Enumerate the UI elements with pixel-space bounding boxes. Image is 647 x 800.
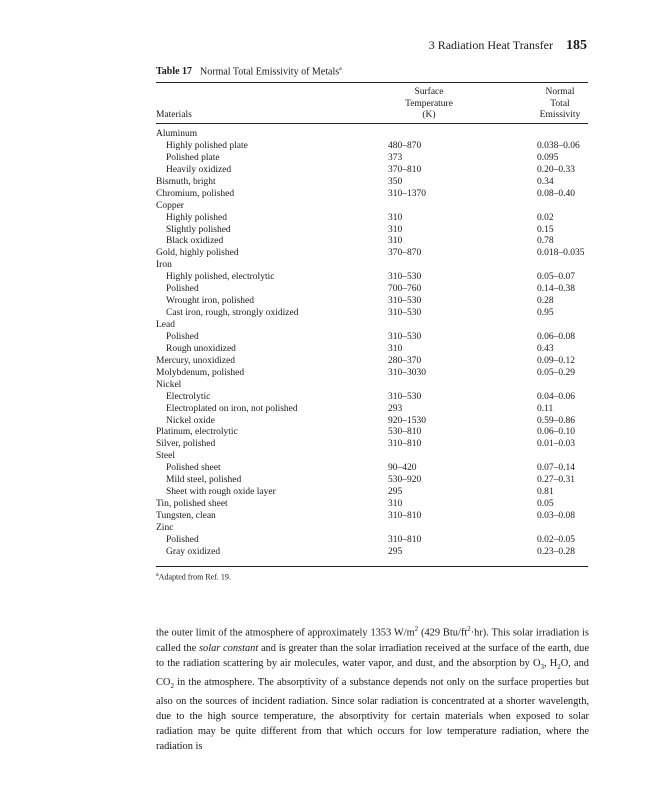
- table-row: [156, 547, 596, 559]
- table-row: [156, 439, 596, 451]
- temperature-cell: 700–760: [388, 284, 422, 295]
- temperature-cell: 310: [388, 224, 403, 235]
- emissivity-cell: 0.59–0.86: [537, 415, 575, 426]
- body-text: in the atmosphere. The absorptivity of a substance depends not only on the surface properties but also on the sources of incident radiation. Since solar radiation is concentrated at a shorter wavelength, due to the high source temperature, the absorptivity for certain materials when exposed to solar radiation may be quite different from that which occurs for low temperature radiation, where the radiation is: [156, 676, 589, 753]
- temperature-cell: 310–1370: [388, 188, 426, 199]
- material-cell: Polished: [166, 331, 199, 342]
- temperature-cell: 373: [388, 152, 403, 163]
- table-caption: [156, 66, 342, 77]
- running-header: [429, 38, 587, 54]
- material-cell: Cast iron, rough, strongly oxidized: [166, 308, 299, 319]
- body-text: and is greater than the solar irradiation received at the surface of the earth, due to the radiation scattering by air molecules, water vapor, and dust, and the absorption by O: [156, 642, 589, 669]
- table-row: [156, 380, 596, 392]
- table-row: [156, 284, 596, 296]
- temperature-cell: 350: [388, 176, 403, 187]
- body-text: ·hr). This solar irradiation is called the: [156, 627, 589, 654]
- column-header-temperature: [384, 87, 474, 122]
- table-row: [156, 141, 596, 153]
- temperature-cell: 310–530: [388, 308, 422, 319]
- temperature-cell: 310: [388, 343, 403, 354]
- table-header-rule: [156, 123, 588, 124]
- emissivity-cell: 0.95: [537, 308, 554, 319]
- material-cell: Aluminum: [156, 129, 198, 139]
- material-cell: Platinum, electrolytic: [156, 427, 238, 438]
- table-row: [156, 416, 596, 428]
- material-cell: Heavily oxidized: [166, 164, 232, 175]
- material-cell: Mercury, unoxidized: [156, 355, 236, 366]
- emissivity-cell: 0.095: [537, 152, 559, 163]
- table-row: [156, 213, 596, 225]
- table-row: [156, 368, 596, 380]
- table-row: [156, 320, 596, 332]
- emissivity-cell: 0.05–0.29: [537, 367, 575, 378]
- temp-header-line: Surface: [414, 87, 444, 97]
- emissivity-cell: 0.15: [537, 224, 554, 235]
- temperature-cell: 90–420: [388, 463, 417, 474]
- table-row: [156, 308, 596, 320]
- table-row: [156, 463, 596, 475]
- material-cell: Zinc: [156, 522, 174, 533]
- material-cell: Polished sheet: [166, 463, 221, 474]
- emissivity-cell: 0.05–0.07: [537, 272, 575, 283]
- material-cell: Steel: [156, 451, 175, 462]
- material-cell: Highly polished, electrolytic: [166, 272, 275, 283]
- temperature-cell: 310–810: [388, 511, 422, 521]
- emissivity-cell: 0.11: [537, 403, 554, 414]
- temperature-cell: 920–1530: [388, 415, 426, 426]
- page-number: 185: [566, 38, 587, 53]
- column-header-emissivity: [520, 87, 600, 122]
- material-cell: Sheet with rough oxide layer: [166, 487, 276, 498]
- emissivity-cell: 0.14–0.38: [537, 284, 575, 295]
- emissivity-cell: 0.06–0.10: [537, 427, 575, 438]
- footnote-text: Adapted from Ref. 19.: [158, 572, 231, 582]
- material-cell: Nickel: [156, 379, 182, 390]
- material-cell: Lead: [156, 320, 175, 330]
- emissivity-cell: 0.05: [537, 499, 554, 510]
- material-cell: Highly polished plate: [166, 140, 248, 151]
- table-row: [156, 356, 596, 368]
- table-row: [156, 272, 596, 284]
- table-row: [156, 535, 596, 547]
- emissivity-cell: 0.02: [537, 212, 554, 223]
- table-row: [156, 201, 596, 213]
- emissivity-cell: 0.03–0.08: [537, 511, 575, 521]
- material-cell: Copper: [156, 200, 184, 211]
- emissivity-cell: 0.20–0.33: [537, 164, 575, 175]
- table-label: Table 17: [156, 66, 193, 78]
- emis-header-line: Total: [550, 98, 570, 109]
- emissivity-cell: 0.28: [537, 296, 554, 307]
- material-cell: Tungsten, clean: [156, 511, 216, 521]
- table-row: [156, 129, 596, 141]
- body-subscript: 3: [540, 662, 545, 671]
- table-row: [156, 225, 596, 237]
- body-paragraph: [156, 622, 589, 754]
- emissivity-cell: 0.81: [537, 487, 554, 498]
- temperature-cell: 310–530: [388, 391, 422, 402]
- table-row: [156, 487, 596, 499]
- table-row: [156, 511, 596, 523]
- material-cell: Electrolytic: [166, 391, 211, 402]
- body-subscript: 2: [170, 681, 174, 690]
- emissivity-cell: 0.78: [537, 236, 554, 247]
- temperature-cell: 295: [388, 487, 403, 498]
- body-subscript: 2: [557, 662, 561, 671]
- body-text: , H: [544, 657, 558, 669]
- body-text: (429 Btu/ft: [418, 627, 468, 639]
- temperature-cell: 295: [388, 546, 403, 557]
- material-cell: Rough unoxidized: [166, 343, 236, 354]
- emissivity-cell: 0.02–0.05: [537, 534, 575, 545]
- table-row: [156, 404, 596, 416]
- table-row: [156, 248, 596, 260]
- temperature-cell: 293: [388, 403, 403, 414]
- material-cell: Mild steel, polished: [166, 475, 242, 486]
- temperature-cell: 280–370: [388, 355, 422, 366]
- table-row: [156, 260, 596, 272]
- emis-header-line: Emissivity: [539, 110, 581, 120]
- table-row: [156, 344, 596, 356]
- running-title: 3 Radiation Heat Transfer: [428, 38, 553, 52]
- table-row: [156, 523, 596, 535]
- material-cell: Bismuth, bright: [156, 176, 216, 187]
- temp-header-line: (K): [422, 110, 436, 120]
- temperature-cell: 370–870: [388, 248, 422, 259]
- emissivity-cell: 0.06–0.08: [537, 331, 575, 342]
- table-row: [156, 153, 596, 165]
- material-cell: Slightly polished: [166, 224, 231, 235]
- emis-header-line: Normal: [545, 87, 575, 97]
- temperature-cell: 480–870: [388, 140, 422, 151]
- emissivity-cell: 0.038–0.06: [537, 140, 580, 151]
- temperature-cell: 310–530: [388, 272, 422, 283]
- temperature-cell: 530–810: [388, 427, 422, 438]
- table-row: [156, 392, 596, 404]
- material-cell: Gray oxidized: [166, 546, 221, 557]
- body-superscript: 2: [414, 625, 419, 633]
- material-cell: Polished: [166, 284, 199, 295]
- temperature-cell: 310: [388, 499, 403, 510]
- material-cell: Iron: [156, 260, 172, 271]
- emissivity-cell: 0.04–0.06: [537, 391, 575, 402]
- table-body: [156, 129, 596, 559]
- material-cell: Molybdenum, polished: [156, 367, 245, 378]
- body-text: the outer limit of the atmosphere of approximately 1353 W/m: [156, 627, 415, 639]
- temperature-cell: 310–3030: [388, 367, 426, 378]
- temperature-cell: 530–920: [388, 475, 422, 486]
- emissivity-cell: 0.07–0.14: [537, 463, 575, 474]
- temperature-cell: 310–810: [388, 439, 422, 450]
- emissivity-cell: 0.01–0.03: [537, 439, 575, 450]
- emissivity-cell: 0.09–0.12: [537, 355, 575, 366]
- material-cell: Silver, polished: [156, 439, 216, 450]
- body-emphasis: solar constant: [198, 642, 259, 654]
- table-title-marker: a: [339, 66, 342, 72]
- emissivity-cell: 0.018–0.035: [537, 248, 585, 259]
- body-superscript: 2: [467, 625, 471, 633]
- table-row: [156, 236, 596, 248]
- table-row: [156, 499, 596, 511]
- material-cell: Wrought iron, polished: [166, 296, 255, 307]
- temperature-cell: 310: [388, 212, 403, 223]
- emissivity-cell: 0.34: [537, 176, 554, 187]
- table-row: [156, 177, 596, 189]
- temperature-cell: 310: [388, 236, 403, 247]
- material-cell: Polished: [166, 534, 199, 545]
- table-row: [156, 296, 596, 308]
- material-cell: Chromium, polished: [156, 188, 235, 199]
- table-title: Normal Total Emissivity of Metals: [200, 66, 340, 78]
- table-top-rule: [156, 82, 588, 83]
- material-cell: Black oxidized: [166, 236, 224, 247]
- material-cell: Gold, highly polished: [156, 248, 239, 259]
- material-cell: Highly polished: [166, 212, 227, 223]
- temp-header-line: Temperature: [405, 98, 453, 109]
- table-row: [156, 427, 596, 439]
- temperature-cell: 310–530: [388, 296, 422, 307]
- temperature-cell: 310–810: [388, 534, 422, 545]
- table-bottom-rule: [156, 566, 588, 567]
- footnote-marker: a: [156, 572, 159, 578]
- table-row: [156, 475, 596, 487]
- column-header-materials: Materials: [156, 110, 192, 120]
- body-text: O, and CO: [156, 657, 590, 688]
- temperature-cell: 310–530: [388, 331, 422, 342]
- material-cell: Electroplated on iron, not polished: [166, 403, 298, 414]
- material-cell: Nickel oxide: [166, 415, 215, 426]
- material-cell: Tin, polished sheet: [156, 499, 228, 510]
- temperature-cell: 370–810: [388, 164, 422, 175]
- emissivity-cell: 0.23–0.28: [537, 546, 575, 557]
- emissivity-cell: 0.27–0.31: [537, 475, 575, 486]
- table-footnote: [156, 572, 231, 582]
- table-row: [156, 189, 596, 201]
- table-row: [156, 332, 596, 344]
- table-row: [156, 165, 596, 177]
- emissivity-cell: 0.08–0.40: [537, 188, 575, 199]
- table-row: [156, 451, 596, 463]
- emissivity-cell: 0.43: [537, 343, 554, 354]
- material-cell: Polished plate: [166, 152, 220, 163]
